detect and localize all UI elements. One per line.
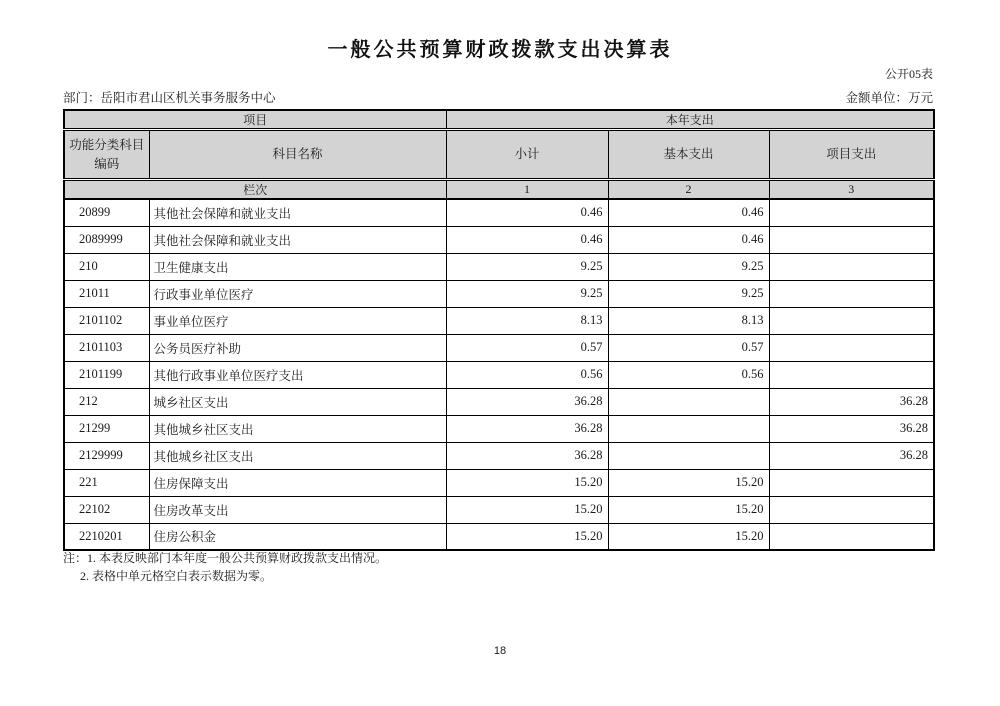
row-code-cell: 21299	[64, 415, 149, 442]
header-col-basic-expenditure: 基本支出	[608, 130, 769, 180]
row-project-cell	[769, 253, 934, 280]
row-basic-cell: 0.46	[608, 226, 769, 253]
row-basic-cell	[608, 415, 769, 442]
row-subtotal-cell: 15.20	[446, 469, 608, 496]
footnotes	[63, 549, 933, 585]
row-subtotal-cell: 36.28	[446, 442, 608, 469]
table-row	[64, 415, 934, 442]
row-code-cell: 21011	[64, 280, 149, 307]
row-code-cell: 2101102	[64, 307, 149, 334]
header-group-year-expenditure: 本年支出	[446, 110, 934, 130]
header-rank-label: 栏次	[64, 180, 446, 200]
table-row	[64, 307, 934, 334]
row-name-cell: 事业单位医疗	[149, 307, 446, 334]
table-row	[64, 280, 934, 307]
row-basic-cell: 0.57	[608, 334, 769, 361]
row-subtotal-cell: 36.28	[446, 388, 608, 415]
table-meta-row	[63, 88, 933, 106]
table-header	[64, 110, 934, 199]
table-row	[64, 442, 934, 469]
header-col-function-code-line1: 功能分类科目	[69, 138, 145, 153]
row-basic-cell: 8.13	[608, 307, 769, 334]
row-code-cell: 212	[64, 388, 149, 415]
page-title: 一般公共预算财政拨款支出决算表	[327, 39, 673, 61]
table-row	[64, 199, 934, 226]
row-project-cell	[769, 199, 934, 226]
table-row	[64, 226, 934, 253]
table-row	[64, 361, 934, 388]
row-name-cell: 住房保障支出	[149, 469, 446, 496]
header-rank-row	[64, 180, 934, 200]
row-basic-cell: 0.56	[608, 361, 769, 388]
header-col-function-code-line2: 编码	[94, 156, 120, 171]
page-number: 18	[493, 645, 507, 657]
row-name-cell: 其他城乡社区支出	[149, 442, 446, 469]
row-name-cell: 公务员医疗补助	[149, 334, 446, 361]
row-basic-cell: 9.25	[608, 253, 769, 280]
row-basic-cell	[608, 442, 769, 469]
header-col-subtotal: 小计	[446, 130, 608, 180]
row-code-cell: 2089999	[64, 226, 149, 253]
row-basic-cell: 15.20	[608, 523, 769, 550]
row-code-cell: 221	[64, 469, 149, 496]
row-code-cell: 2210201	[64, 523, 149, 550]
header-rank-2: 2	[608, 180, 769, 200]
row-project-cell	[769, 334, 934, 361]
table-row	[64, 253, 934, 280]
header-col-function-code	[64, 130, 149, 180]
header-rank-1: 1	[446, 180, 608, 200]
row-name-cell: 其他行政事业单位医疗支出	[149, 361, 446, 388]
row-basic-cell: 9.25	[608, 280, 769, 307]
row-name-cell: 住房改革支出	[149, 496, 446, 523]
department-label: 部门：岳阳市君山区机关事务服务中心	[63, 91, 276, 105]
row-subtotal-cell: 15.20	[446, 496, 608, 523]
row-project-cell	[769, 523, 934, 550]
row-name-cell: 其他城乡社区支出	[149, 415, 446, 442]
header-col-subject-name: 科目名称	[149, 130, 446, 180]
row-code-cell: 210	[64, 253, 149, 280]
row-subtotal-cell: 8.13	[446, 307, 608, 334]
table-row	[64, 496, 934, 523]
row-project-cell: 36.28	[769, 388, 934, 415]
row-code-cell: 2129999	[64, 442, 149, 469]
row-project-cell	[769, 226, 934, 253]
row-project-cell	[769, 361, 934, 388]
table-row	[64, 334, 934, 361]
row-code-cell: 2101103	[64, 334, 149, 361]
row-basic-cell: 15.20	[608, 496, 769, 523]
sheet-number-label: 公开05表	[884, 67, 933, 81]
header-main-row	[64, 130, 934, 180]
footnote-line-2: 2. 表格中单元格空白表示数据为零。	[80, 569, 273, 583]
header-rank-3: 3	[769, 180, 934, 200]
row-code-cell: 22102	[64, 496, 149, 523]
amount-unit-label: 金额单位：万元	[845, 91, 933, 105]
row-subtotal-cell: 0.56	[446, 361, 608, 388]
header-col-project-expenditure: 项目支出	[769, 130, 934, 180]
table-row	[64, 469, 934, 496]
row-subtotal-cell: 15.20	[446, 523, 608, 550]
table-body	[64, 199, 934, 550]
row-code-cell: 20899	[64, 199, 149, 226]
row-project-cell	[769, 496, 934, 523]
row-name-cell: 其他社会保障和就业支出	[149, 199, 446, 226]
row-name-cell: 卫生健康支出	[149, 253, 446, 280]
table-row	[64, 388, 934, 415]
row-subtotal-cell: 0.46	[446, 199, 608, 226]
header-group-row	[64, 110, 934, 130]
row-subtotal-cell: 9.25	[446, 280, 608, 307]
row-project-cell: 36.28	[769, 442, 934, 469]
footnote-line-1: 注：1. 本表反映部门本年度一般公共预算财政拨款支出情况。	[63, 551, 388, 565]
row-subtotal-cell: 0.57	[446, 334, 608, 361]
row-subtotal-cell: 36.28	[446, 415, 608, 442]
row-subtotal-cell: 9.25	[446, 253, 608, 280]
row-project-cell	[769, 469, 934, 496]
row-name-cell: 其他社会保障和就业支出	[149, 226, 446, 253]
row-basic-cell	[608, 388, 769, 415]
row-project-cell	[769, 280, 934, 307]
row-project-cell	[769, 307, 934, 334]
row-project-cell: 36.28	[769, 415, 934, 442]
row-basic-cell: 15.20	[608, 469, 769, 496]
row-subtotal-cell: 0.46	[446, 226, 608, 253]
header-group-item: 项目	[64, 110, 446, 130]
row-name-cell: 城乡社区支出	[149, 388, 446, 415]
budget-table	[63, 109, 935, 551]
row-basic-cell: 0.46	[608, 199, 769, 226]
row-name-cell: 行政事业单位医疗	[149, 280, 446, 307]
row-name-cell: 住房公积金	[149, 523, 446, 550]
table-row	[64, 523, 934, 550]
row-code-cell: 2101199	[64, 361, 149, 388]
